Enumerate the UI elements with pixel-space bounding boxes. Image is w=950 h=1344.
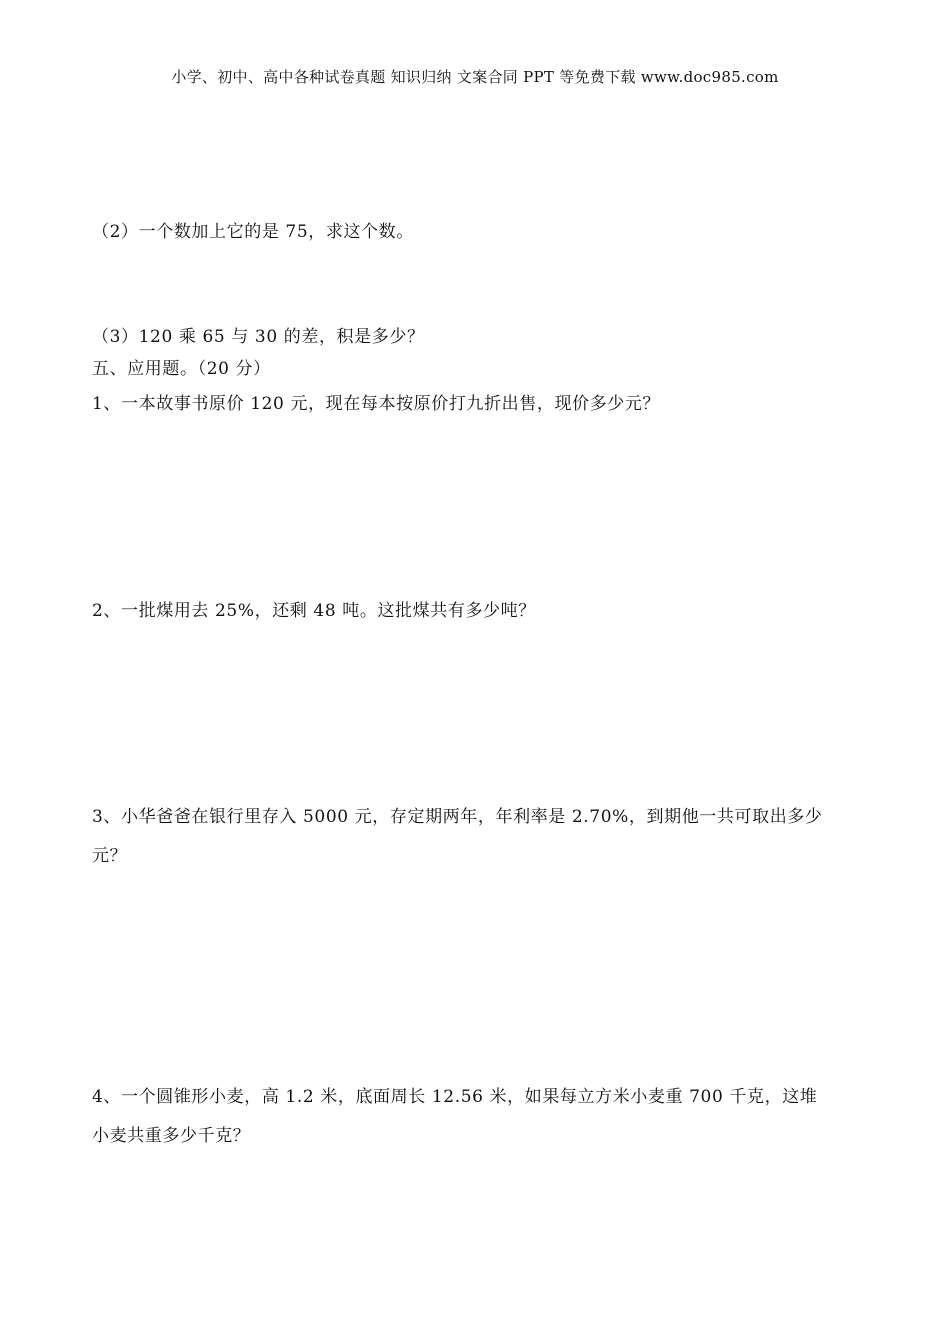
question-5-3-line2: 元？ — [92, 846, 128, 866]
question-5-4-line2: 小麦共重多少千克？ — [92, 1126, 251, 1146]
question-4-2: （2）一个数加上它的是 75，求这个数。 — [92, 222, 414, 242]
question-5-4-line1: 4、一个圆锥形小麦，高 1.2 米，底面周长 12.56 米，如果每立方米小麦重 700 千克，这堆 — [92, 1087, 818, 1107]
question-4-3: （3）120 乘 65 与 30 的差，积是多少？ — [92, 327, 425, 347]
section-5-title: 五、应用题。（20 分） — [92, 359, 271, 379]
question-5-3-line1: 3、小华爸爸在银行里存入 5000 元，存定期两年，年利率是 2.70%，到期他一共可取出多少 — [92, 807, 823, 827]
page-header: 小学、初中、高中各种试卷真题 知识归纳 文案合同 PPT 等免费下载 www.doc985.com — [171, 68, 779, 86]
question-5-1: 1、一本故事书原价 120 元，现在每本按原价打九折出售，现价多少元？ — [92, 394, 661, 414]
question-5-2: 2、一批煤用去 25%，还剩 48 吨。这批煤共有多少吨？ — [92, 601, 536, 621]
